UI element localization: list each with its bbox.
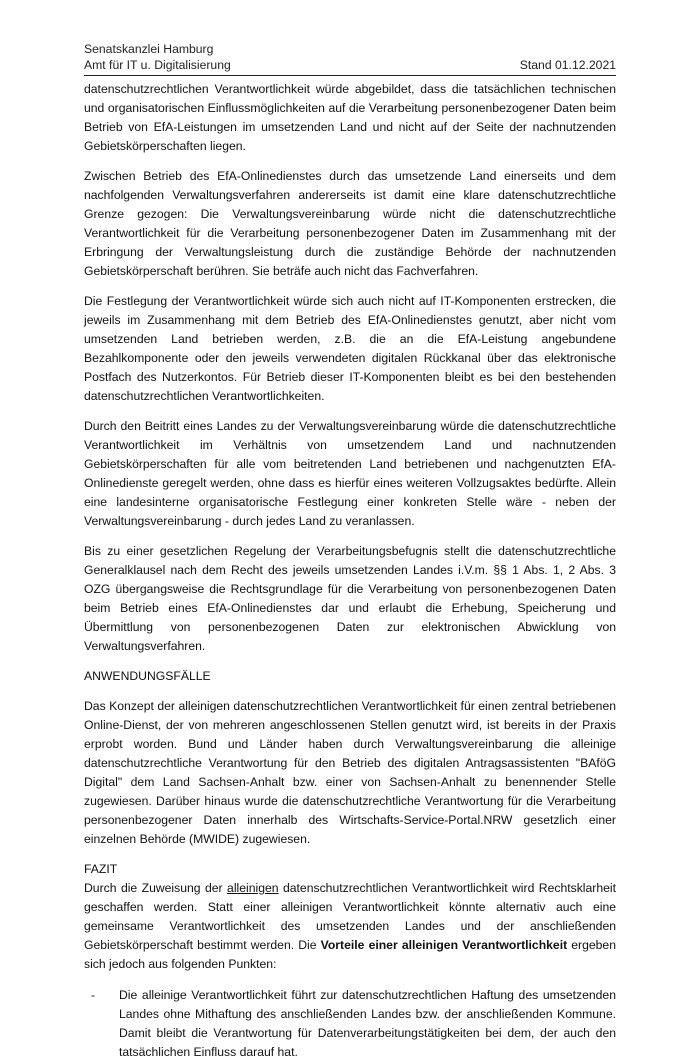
- list-dash: -: [91, 988, 96, 1002]
- paragraph-7-underlined: alleinigen: [227, 881, 279, 895]
- paragraph-7-part-b: datenschutzrechtlichen Verantwortlichkeit wird Rechtsklarheit geschaffen werden. Statt einer alleinigen Verantwortlichkeit könnte alternativ auch eine gemeinsame Verantwortlichkeit des umsetzenden Landes und der anschließenden Gebietskörperschaft bestimmt werden. Die: [84, 881, 616, 952]
- page-header: [84, 41, 616, 73]
- header-row: [84, 57, 616, 73]
- list-item-text: Die alleinige Verantwortlichkeit führt zur datenschutzrechtlichen Haftung des umsetzenden Landes ohne Mithaftung des anschließenden Landes bzw. der anschließenden Kommune. Damit bleibt die Verantwortung für Datenverarbeitungstätigkeiten bei dem, der auch den tatsächlichen Einfluss darauf hat.: [119, 988, 616, 1059]
- paragraph-7-part-c: ergeben sich jedoch aus folgenden Punkten:: [84, 938, 616, 971]
- section-heading-anwendungsfaelle: ANWENDUNGSFÄLLE: [84, 669, 211, 683]
- section-heading-fazit: FAZIT: [84, 862, 118, 876]
- list-item: [84, 986, 616, 1062]
- paragraph-5: Bis zu einer gesetzlichen Regelung der Verarbeitungsbefugnis stellt die datenschutzrechtliche Generalklausel nach dem Recht des jeweils umsetzenden Landes i.V.m. §§ 1 Abs. 1, 2 Abs. 3 OZG übergangsweise die Rechtsgrundlage für die Verarbeitung von personenbezogenen Daten beim Betrieb eines EfA-Onlinedienstes dar und erlaubt die Erhebung, Speicherung und Übermittlung von personenbezogenen Daten zur elektronischen Abwicklung von Verwaltungsverfahren.: [84, 544, 616, 653]
- paragraph-2: Zwischen Betrieb des EfA-Onlinedienstes durch das umsetzende Land einerseits und dem nachfolgenden Verwaltungsverfahren andererseits ist damit eine klare datenschutzrechtliche Grenze gezogen: Die Verwaltungsvereinbarung würde nicht die datenschutzrechtliche Verantwortlichkeit für die Verarbeitung personenbezogener Daten im Zusammenhang mit der Erbringung der Verwaltungsleistung durch die zuständige Behörde der nachnutzenden Gebietskörperschaft berühren. Sie beträfe auch nicht das Fachverfahren.: [84, 169, 616, 278]
- header-organization: Senatskanzlei Hamburg: [84, 42, 214, 56]
- header-divider: [84, 75, 616, 76]
- paragraph-4: Durch den Beitritt eines Landes zu der Verwaltungsvereinbarung würde die datenschutzrechtliche Verantwortlichkeit im Verhältnis von umsetzendem Land und nachnutzenden Gebietskörperschaften für alle vom beitretenden Land betriebenen und nachgenutzten EfA-Onlinedienste geregelt werden, ohne dass es hierfür eines weiteren Vollzugsaktes bedürfte. Allein eine landesinterne organisatorische Festlegung einer konkreten Stelle wäre - neben der Verwaltungsvereinbarung - durch jedes Land zu veranlassen.: [84, 419, 616, 528]
- paragraph-7-part-a: Durch die Zuweisung der: [84, 881, 228, 895]
- paragraph-7-bold: Vorteile einer alleinigen Verantwortlichkeit: [320, 938, 568, 952]
- document-body: [84, 80, 616, 1062]
- header-date: Stand 01.12.2021: [519, 58, 616, 72]
- paragraph-6: Das Konzept der alleinigen datenschutzrechtlichen Verantwortlichkeit für einen zentral betriebenen Online-Dienst, der von mehreren angeschlossenen Stellen genutzt wird, ist bereits in der Praxis erprobt worden. Bund und Länder haben durch Verwaltungsvereinbarung die alleinige datenschutzrechtliche Verantwortung für den Betrieb des digitalen Antragsassistenten "BAföG Digital" dem Land Sachsen-Anhalt bzw. einer von Sachsen-Anhalt zu benennender Stelle zugewiesen. Darüber hinaus wurde die datenschutzrechtliche Verantwortung für die Verarbeitung personenbezogener Daten innerhalb des Wirtschafts-Service-Portal.NRW gesetzlich einer einzelnen Behörde (MWIDE) zugewiesen.: [84, 699, 616, 846]
- paragraph-1: datenschutzrechtlichen Verantwortlichkeit würde abgebildet, dass die tatsächlichen technischen und organisatorischen Einflussmöglichkeiten auf die Verarbeitung personenbezogener Daten beim Betrieb von EfA-Leistungen im umsetzenden Land und nicht auf der Seite der nachnutzenden Gebietskörperschaften liegen.: [84, 82, 616, 153]
- paragraph-3: Die Festlegung der Verantwortlichkeit würde sich auch nicht auf IT-Komponenten erstrecken, die jeweils im Zusammenhang mit dem Betrieb des EfA-Onlinedienstes genutzt, aber nicht vom umsetzenden Land betrieben werden, z.B. die an die EfA-Leistung angebundene Bezahlkomponente oder den jeweils verwendeten digitalen Rückkanal über das elektronische Postfach des Nutzerkontos. Für Betrieb dieser IT-Komponenten bleibt es bei den bestehenden datenschutzrechtlichen Verantwortlichkeiten.: [84, 294, 616, 403]
- header-department: Amt für IT u. Digitalisierung: [84, 58, 231, 72]
- paragraph-7: [84, 879, 616, 974]
